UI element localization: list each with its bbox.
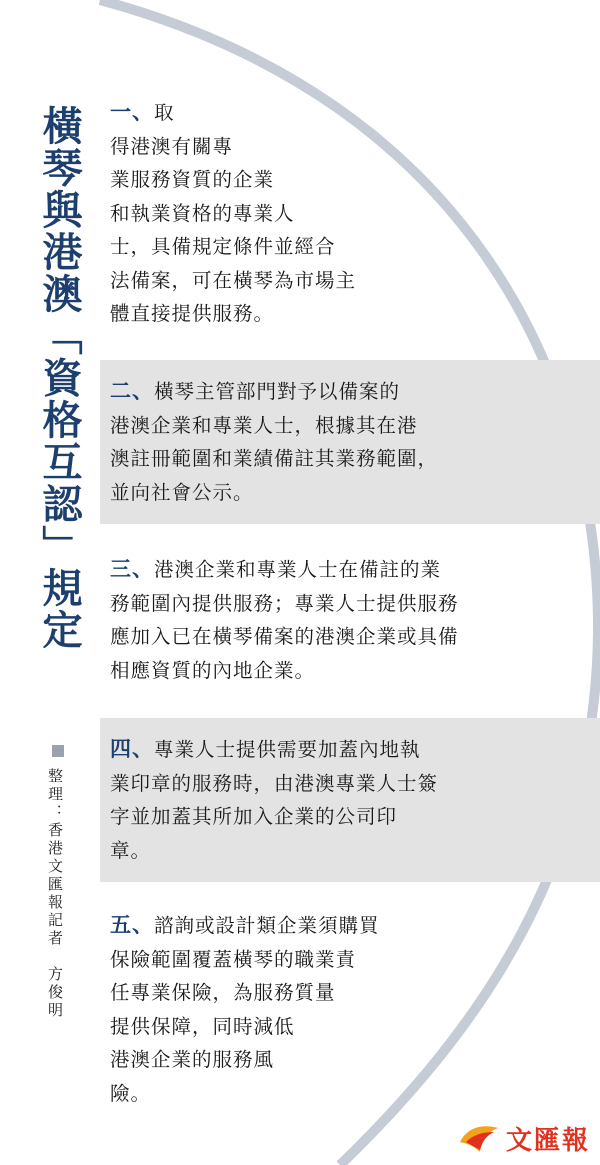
section-line: 務範圍內提供服務；專業人士提供服務 [110,591,459,615]
section-line: 士，具備規定條件並經合 [110,235,336,258]
section-line: 體直接提供服務。 [110,302,275,325]
section-line: 澳註冊範圍和業績備註其業務範圍， [110,447,439,470]
section-line: 橫琴主管部門對予以備案的 [154,380,401,403]
section-2 [100,360,600,524]
section-number: 五、 [110,913,154,937]
section-line: 相應資質的內地企業。 [110,658,316,682]
credit-marker [52,745,64,757]
section-number: 二、 [110,379,154,403]
section-line: 險。 [110,1081,152,1105]
section-line: 專業人士提供需要加蓋內地執 [154,738,421,761]
section-number: 四、 [110,737,154,761]
section-line: 法備案，可在橫琴為市場主 [110,268,357,292]
section-line: 業印章的服務時，由港澳專業人士簽 [110,771,439,795]
section-line: 業服務資質的企業 [110,168,275,191]
publisher-logo [458,1120,590,1157]
section-4 [100,718,600,882]
section-1 [100,96,600,341]
section-5 [100,909,600,1119]
credit-line: 整理：香港文匯報記者 方俊明 [46,768,64,1020]
section-line: 並向社會公示。 [110,480,254,504]
section-line: 得港澳有關專 [110,134,234,158]
section-line: 諮詢或設計類企業須購買 [154,914,380,937]
section-line: 應加入已在橫琴備案的港澳企業或具備 [110,625,459,648]
section-line: 保險範圍覆蓋橫琴的職業責 [110,947,357,971]
bird-logo-icon [458,1122,502,1156]
section-line: 港澳企業和專業人士，根據其在港 [110,413,418,437]
section-number: 三、 [110,557,154,581]
section-line: 字並加蓋其所加入企業的公司印 [110,805,398,828]
page-title: 橫琴與港澳「資格互認」規定 [36,105,83,651]
section-line: 取 [154,101,175,124]
logo-text: 文匯報 [505,1126,590,1156]
section-line: 港澳企業的服務風 [110,1048,275,1071]
section-line: 章。 [110,838,152,862]
section-line: 提供保障，同時減低 [110,1014,295,1038]
section-line: 和執業資格的專業人 [110,201,295,225]
section-line: 港澳企業和專業人士在備註的業 [154,558,442,581]
section-number: 一、 [110,100,154,124]
section-3 [100,553,600,703]
section-line: 任專業保險，為服務質量 [110,981,336,1004]
